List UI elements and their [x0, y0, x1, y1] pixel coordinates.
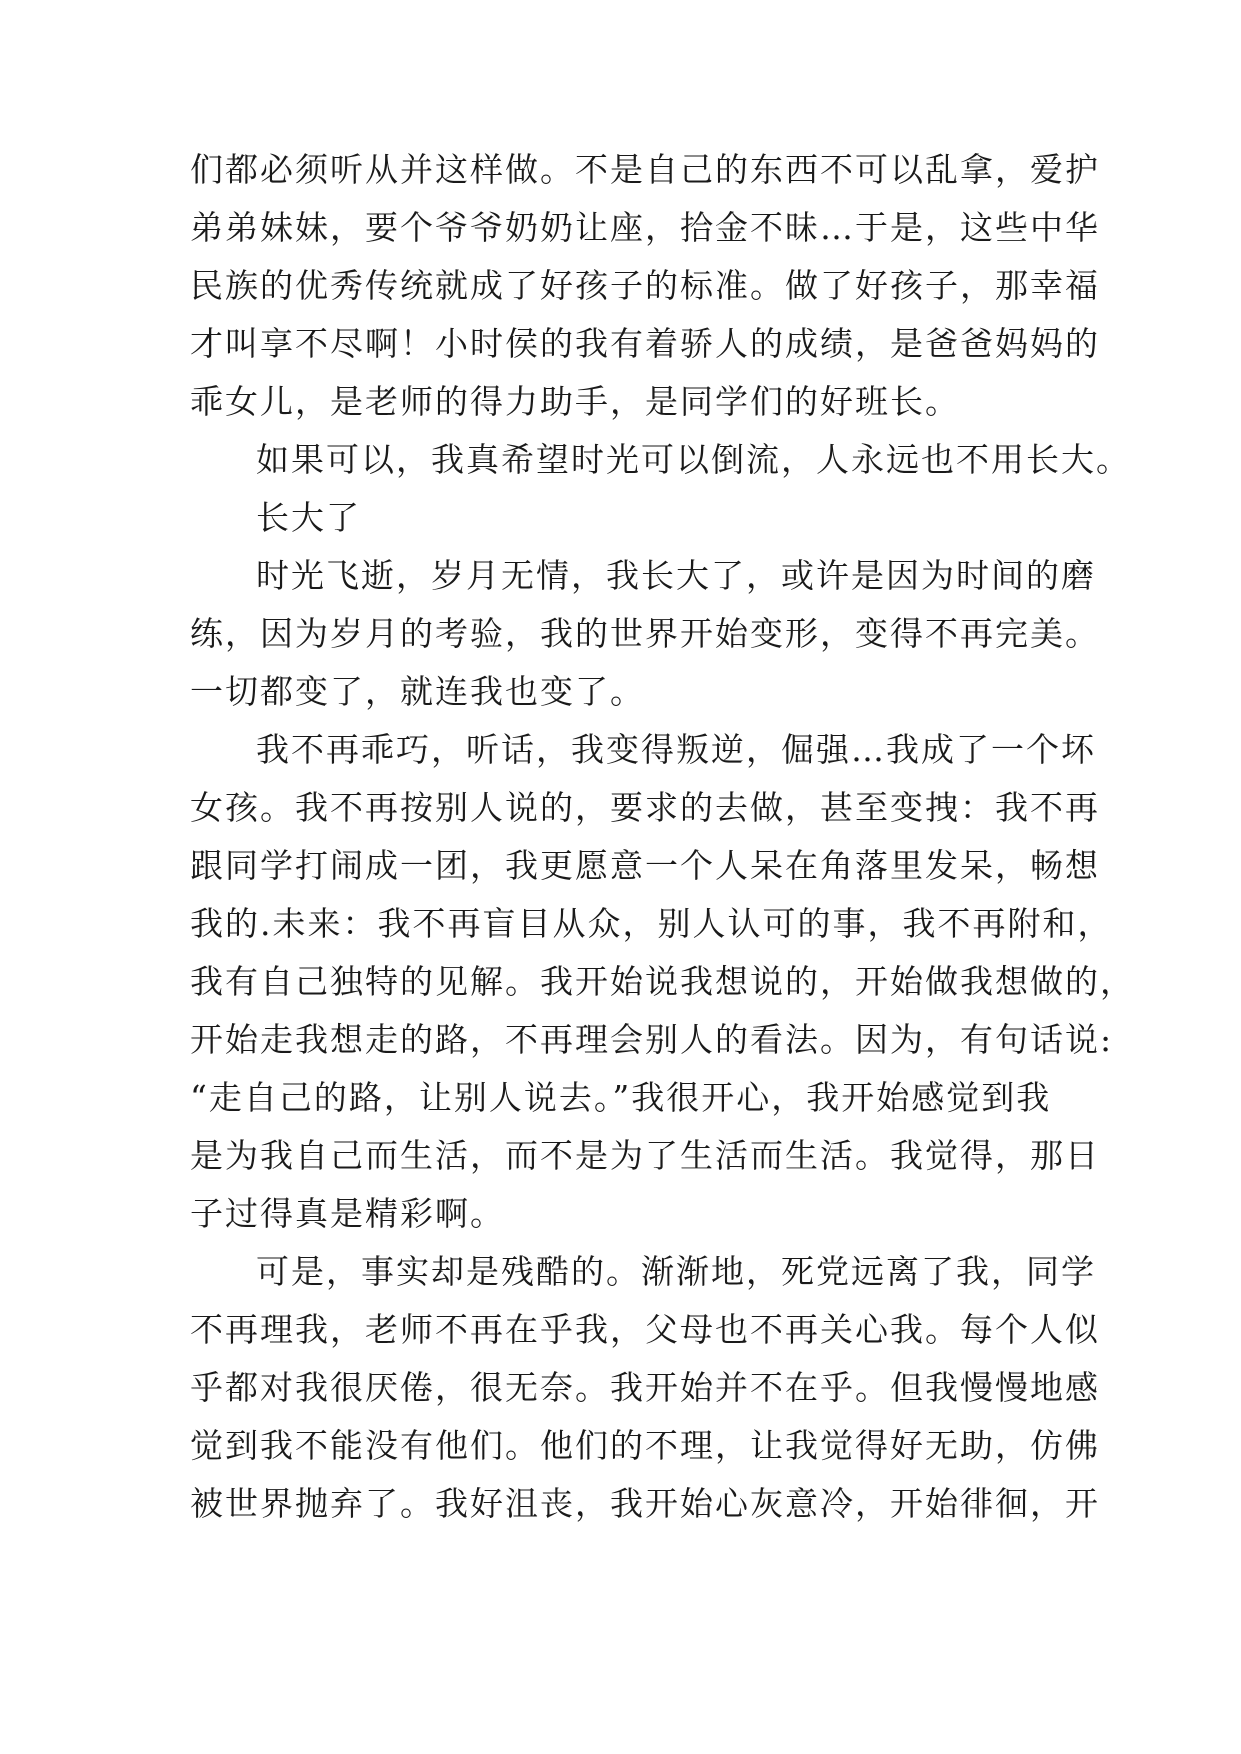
text-line: 是为我自己而生活，而不是为了生活而生活。我觉得，那日 — [190, 1136, 1100, 1175]
text-line: 才叫享不尽啊！小时侯的我有着骄人的成绩，是爸爸妈妈的 — [190, 324, 1100, 363]
paragraph-first-line: 我不再乖巧，听话，我变得叛逆，倔强…我成了一个坏 — [256, 730, 1096, 769]
text-line: 练，因为岁月的考验，我的世界开始变形，变得不再完美。 — [190, 614, 1100, 653]
text-line: 我的.未来：我不再盲目从众，别人认可的事，我不再附和， — [190, 904, 1113, 943]
text-line: 子过得真是精彩啊。 — [190, 1194, 505, 1233]
text-line: 不再理我，老师不再在乎我，父母也不再关心我。每个人似 — [190, 1310, 1100, 1349]
text-line: 们都必须听从并这样做。不是自己的东西不可以乱拿，爱护 — [190, 150, 1100, 189]
text-line: 觉到我不能没有他们。他们的不理，让我觉得好无助，仿佛 — [190, 1426, 1100, 1465]
text-line: 跟同学打闹成一团，我更愿意一个人呆在角落里发呆，畅想 — [190, 846, 1100, 885]
paragraph-first-line: 时光飞逝，岁月无情，我长大了，或许是因为时间的磨 — [256, 556, 1096, 595]
text-line: 民族的优秀传统就成了好孩子的标准。做了好孩子，那幸福 — [190, 266, 1100, 305]
text-line: 乖女儿，是老师的得力助手，是同学们的好班长。 — [190, 382, 960, 421]
text-line: “走自己的路，让别人说去。”我很开心，我开始感觉到我 — [190, 1078, 1052, 1117]
text-line: 女孩。我不再按别人说的，要求的去做，甚至变拽：我不再 — [190, 788, 1100, 827]
text-line: 被世界抛弃了。我好沮丧，我开始心灰意冷，开始徘徊，开 — [190, 1484, 1100, 1523]
paragraph-first-line: 可是，事实却是残酷的。渐渐地，死党远离了我，同学 — [256, 1252, 1096, 1291]
section-heading: 长大了 — [256, 498, 361, 537]
text-line: 开始走我想走的路，不再理会别人的看法。因为，有句话说: — [190, 1020, 1114, 1059]
text-line: 一切都变了，就连我也变了。 — [190, 672, 645, 711]
text-line: 弟弟妹妹，要个爷爷奶奶让座，拾金不昧…于是，这些中华 — [190, 208, 1100, 247]
text-line: 我有自己独特的见解。我开始说我想说的，开始做我想做的， — [190, 962, 1135, 1001]
text-line: 乎都对我很厌倦，很无奈。我开始并不在乎。但我慢慢地感 — [190, 1368, 1100, 1407]
paragraph-first-line: 如果可以，我真希望时光可以倒流，人永远也不用长大。 — [256, 440, 1131, 479]
